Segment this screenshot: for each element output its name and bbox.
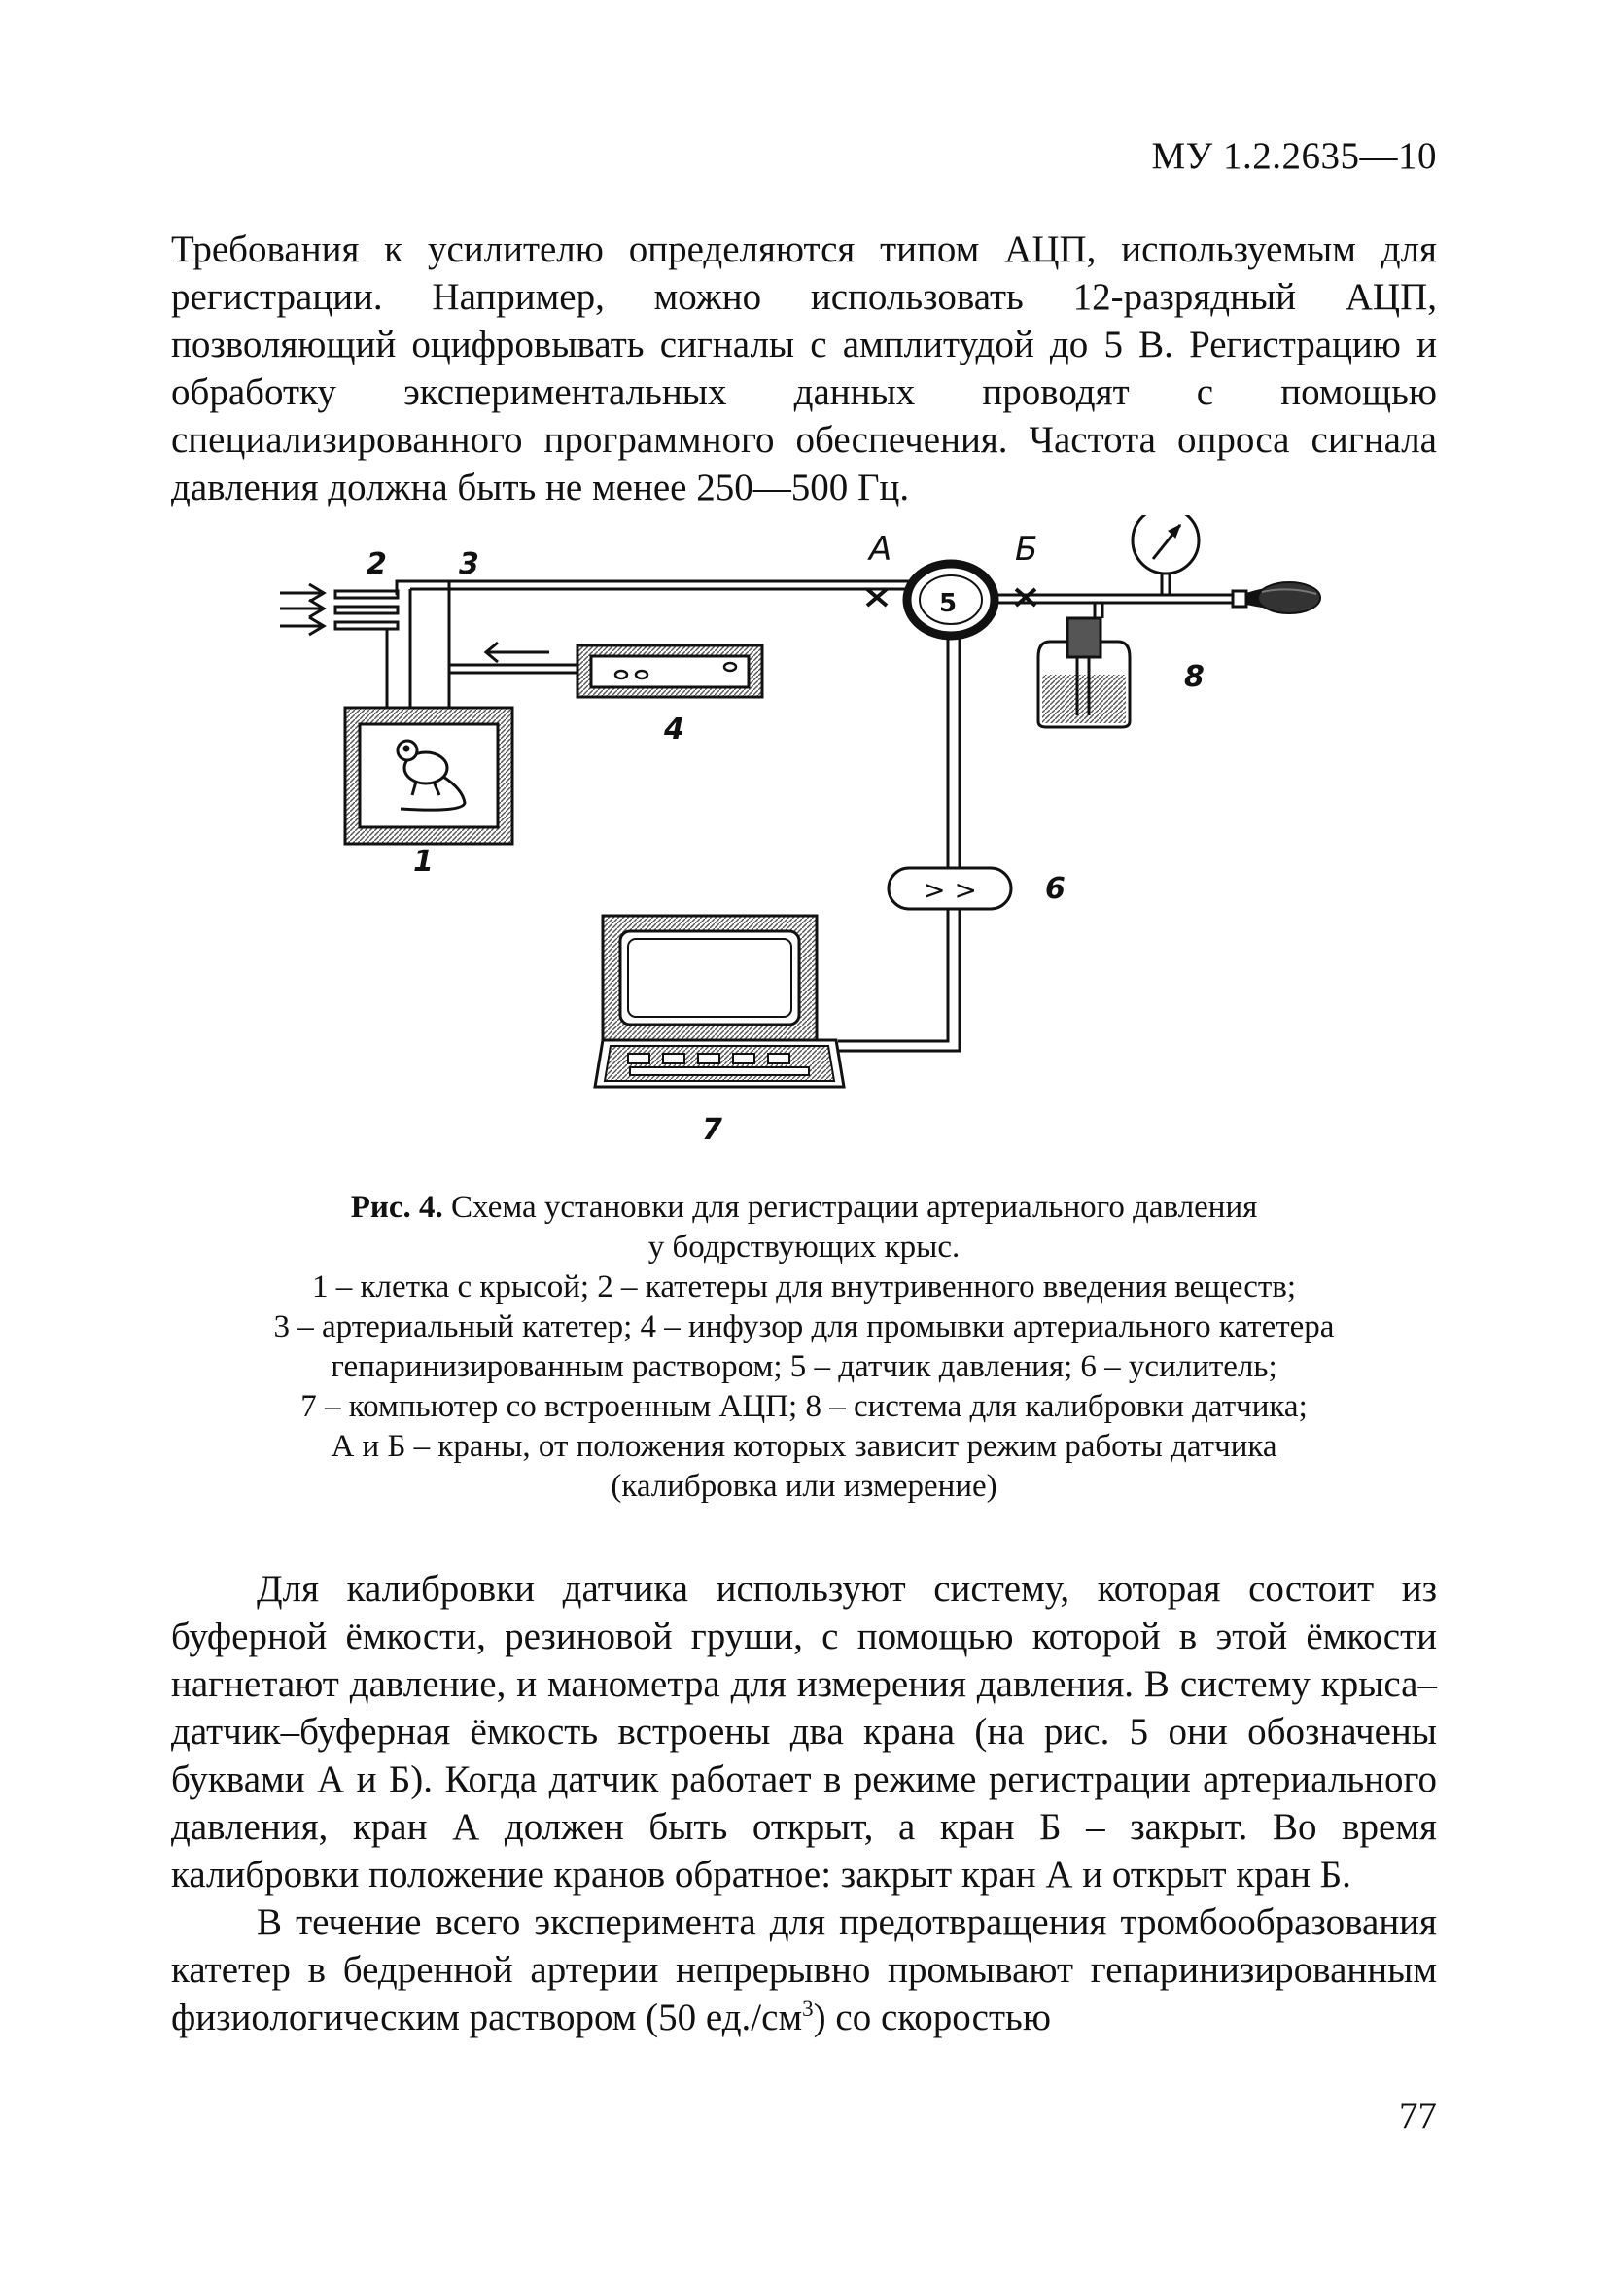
paragraph-text-end: ) со скоростью: [813, 1997, 1051, 2038]
rat-cage-icon: [345, 708, 512, 844]
setup-diagram: [0, 515, 1608, 1176]
arterial-line-top: [397, 581, 856, 589]
valve-a-icon: [867, 589, 887, 606]
flow-direction-arrow-icon: [486, 643, 549, 662]
label-8: 8: [1184, 660, 1205, 694]
caption-legend-line: 7 – компьютер со встроенным АЦП; 8 – система для калибровки датчика;: [300, 1389, 1308, 1424]
label-valve-b: Б: [1015, 530, 1038, 569]
caption-legend-line: А и Б – краны, от положения которых зависит режим работы датчика: [331, 1429, 1277, 1464]
caption-legend-line: (калибровка или измерение): [611, 1469, 997, 1504]
label-5: 5: [939, 589, 958, 618]
caption-legend-line: 1 – клетка с крысой; 2 – катетеры для внутривенного введения веществ;: [311, 1270, 1297, 1305]
label-7: 7: [702, 1113, 722, 1147]
label-1: 1: [413, 845, 434, 879]
rubber-bulb-icon: [1233, 582, 1320, 613]
amplifier-icon: [889, 868, 1011, 909]
infusion-line: [449, 665, 577, 673]
superscript-3: 3: [802, 1997, 814, 2021]
manometer-icon: [1133, 515, 1199, 595]
venous-catheter-ports: [335, 591, 398, 629]
paragraph-catheter-flushing: [171, 1898, 1437, 2041]
caption-title-text: Схема установки для регистрации артериального давления: [451, 1190, 1258, 1225]
signal-cable: [838, 636, 960, 1051]
figure-caption: [185, 1188, 1423, 1507]
computer-icon: [595, 916, 844, 1087]
buffer-vessel-icon: [1038, 618, 1130, 727]
caption-title-line: [185, 1188, 1423, 1228]
paragraph-text: В течение всего эксперимента для предотвращения тромбообразования катетер в бедренной артерии непрерывно промывают гепаринизированным физиологическим раствором (50 ед./см: [171, 1901, 1437, 2038]
label-valve-a: А: [869, 530, 892, 569]
infuser-device-icon: [577, 645, 762, 697]
paragraph-calibration-system: Для калибровки датчика используют систему, которая состоит из буферной ёмкости, резиновой груши, с помощью которой в этой ёмкости нагнетают давление, и манометра для измерения давления. В систему крыса–датчик–буферная ёмкость встроены два крана (на рис. 5 они обозначены буквами А и Б). Когда датчик работает в режиме регистрации артериального давления, кран А должен быть открыт, а кран Б – закрыт. Во время калибровки положение кранов обратное: закрыт кран А и открыт кран Б.: [171, 1568, 1437, 1896]
paragraph-amplifier-requirements: Требования к усилителю определяются типом АЦП, используемым для регистрации. Например, можно использовать 12-разрядный АЦП, позволяющий оцифровывать сигналы с амплитудой до 5 В. Регистрацию и обработку экспериментальных данных проводят с помощью специализированного программного обеспечения. Частота опроса сигнала давления должна быть не менее 250—500 Гц.: [171, 228, 1437, 508]
label-6: 6: [1045, 872, 1066, 906]
amplifier-symbol: > >: [923, 874, 977, 906]
arterial-catheter-tube: [397, 581, 449, 708]
injection-arrows-icon: [280, 584, 324, 635]
label-4: 4: [664, 713, 684, 747]
page-number: 77: [1399, 2095, 1437, 2137]
caption-legend-line: 3 – артериальный катетер; 4 – инфузор для промывки артериального катетера: [273, 1309, 1335, 1344]
caption-title-line-2: у бодрствующих крыс.: [647, 1230, 961, 1265]
calibration-line: [1081, 595, 1233, 618]
caption-legend-line: гепаринизированным раствором; 5 – датчик давления; 6 – усилитель;: [331, 1349, 1277, 1384]
caption-figure-label: Рис. 4.: [350, 1190, 443, 1225]
document-id-header: МУ 1.2.2635—10: [1151, 135, 1437, 177]
label-3: 3: [459, 547, 479, 581]
label-2: 2: [367, 547, 387, 581]
